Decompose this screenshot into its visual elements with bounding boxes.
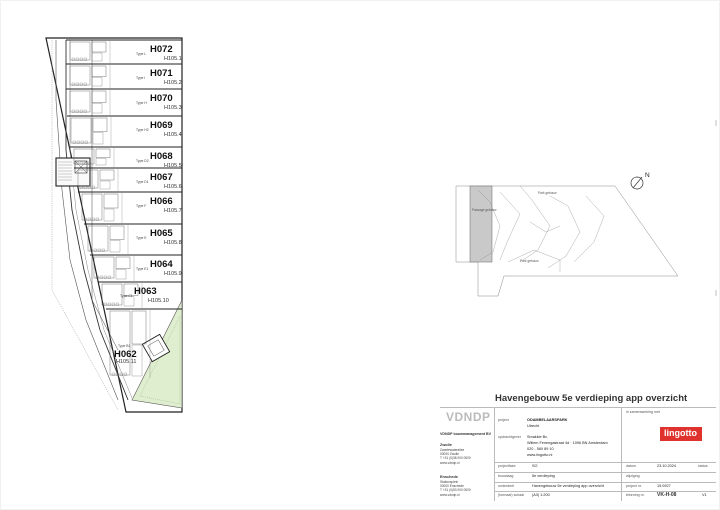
sheet-value: VK-H-08 [657,492,677,498]
unit-type-label: Type H [136,101,147,105]
unit-code-label: H105.1 [164,56,182,62]
office-address-1: Zwartewaterallee 00000 Zwolle T +31 (0)38 000 0000 www.vdndp.nl [440,448,471,465]
unit-type-label: Type F [136,204,147,208]
office-city-2: Enschede [440,475,458,479]
company-logo: VDNDP [446,410,491,424]
unit-code-label: H105.4 [164,132,182,138]
unit-code-label: H105.6 [164,184,182,190]
unit-code-label: H105.5 [164,163,182,169]
client-phone: 020 - 560 89 10 [527,447,554,451]
client-address: Willem Fenengastraat 4d · 1096 BN Amsterdam [527,441,608,445]
unit-h069 [67,116,182,146]
unit-id-label: H066 [150,196,173,207]
floor-label: bouwlaag [498,474,514,478]
unit-id-label: H065 [150,228,173,239]
unit-id-label: H069 [150,120,173,131]
project-label: project [498,418,509,422]
unit-id-label: H068 [150,151,173,162]
company-fullname: VDNDP bouwmanagement BV [440,432,492,436]
site-label-2: Park gebouw [538,191,557,195]
projectnr-label: project nr. [626,484,642,488]
stair-core [56,158,90,186]
unit-h063 [98,282,182,308]
date-label: datum [626,464,636,468]
format-label: (formaat) schaal [498,493,524,497]
unit-id-label: H072 [150,44,173,55]
unit-type-label: Type I [136,76,146,80]
unit-code-label: H105.2 [164,80,182,86]
unit-h072 [66,40,182,63]
unit-h066 [78,192,182,223]
site-label-3: Park gebouw [520,259,539,263]
subject-value: Havengebouw 5e verdieping app overzicht [532,484,604,488]
unit-type-label: Type B1 [118,344,131,348]
brand-name: lingotto [664,428,697,438]
project-value: ODAMBELAARSPARK [527,418,568,422]
client-label: opdrachtgever [498,435,521,439]
phase-value: SO [532,464,538,468]
brand-logo [660,427,702,441]
unit-h064 [90,255,182,281]
unit-h070 [66,89,182,115]
date-value: 23.10.2024 [657,464,677,468]
unit-id-label: H070 [150,93,173,104]
office-address-2: Stationsplein 00000 Enschede T +31 (0)53 000 0000 www.vdndp.nl [440,480,471,497]
change-label: wijziging [626,474,640,478]
subject-label: onderdeel [498,484,514,488]
format-value: (A3) 1:200 [532,493,550,497]
unit-type-label: Type C1 [120,294,133,298]
phase-label: projectfase [498,464,516,468]
unit-type-label: Type L [136,52,147,56]
unit-code-label: H105.7 [164,208,182,214]
unit-type-label: Type E [136,236,147,240]
status-label: status [698,464,708,468]
unit-code-label: H105.3 [164,105,182,111]
north-label: N [645,172,650,179]
floor-value: 5e verdieping [532,474,555,478]
unit-code-label: H105.9 [164,271,182,277]
unit-type-label: Type D2 [136,159,149,163]
unit-type-label: Type E1 [136,267,149,271]
client-value: Smakkie Bv. [527,435,548,439]
project-city: Utrecht [527,424,540,428]
unit-id-label: H067 [150,172,173,183]
drawing-title: Havengebouw 5e verdieping app overzicht [495,393,688,404]
unit-id-label: H063 [134,286,157,297]
unit-code-label: H105.8 [164,240,182,246]
unit-code-label: H105.10 [148,298,169,304]
unit-h065 [84,224,182,254]
unit-h071 [66,64,182,88]
site-label-1: Passage gebouw [472,208,497,212]
sheet-label: tekening nr. [626,493,645,497]
unit-type-label: Type H2 [136,128,149,132]
north-arrow-icon [631,172,650,189]
unit-id-label: H071 [150,68,173,79]
unit-id-label: H062 [114,349,137,360]
site-plan [456,172,678,296]
approval-label: in samenwerking met [626,410,660,414]
client-web: www.lingotto.nl [527,453,553,457]
unit-id-label: H064 [150,259,173,270]
unit-type-label: Type D1 [136,180,149,184]
office-city-1: Zwolle [440,443,452,447]
revision-value: V1 [702,493,707,497]
floor-plan [46,38,182,412]
unit-code-label: H105.11 [116,359,137,365]
projectnr-value: 19.0927 [657,484,671,488]
